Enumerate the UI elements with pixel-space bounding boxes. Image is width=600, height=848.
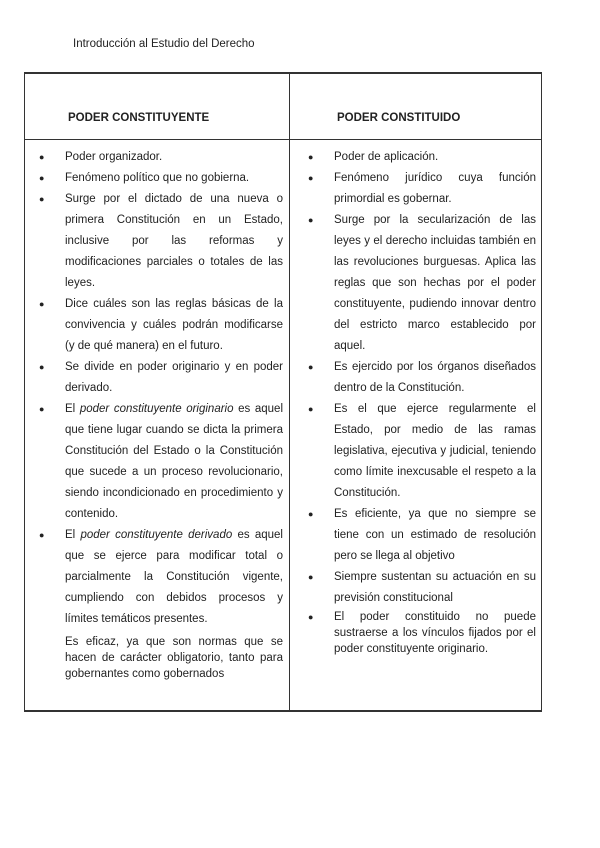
list-item: ● El poder constituyente originario es aquel que tiene lugar cuando se dicta la primera Constitución del Estado o la Constitución que sucede a un proceso revolucionario, siendo incondicionado en procedimiento y contenido. [39, 399, 283, 525]
list-item: ● Dice cuáles son las reglas básicas de la convivencia y cuáles podrán modificarse (y de qué manera) en el futuro. [39, 294, 283, 357]
list-item: ● Es eficiente, ya que no siempre se tiene con un estimado de resolución pero se llega al objetivo [308, 504, 536, 567]
list-item: ● Poder organizador. [39, 147, 283, 168]
left-bullet-list [39, 147, 283, 630]
closing-paragraph: Es eficaz, ya que son normas que se hacen de carácter obligatorio, tanto para gobernantes como gobernados [65, 636, 283, 680]
list-item: ● Es ejercido por los órganos diseñados dentro de la Constitución. [308, 357, 536, 399]
bullet-icon: ● [39, 530, 45, 540]
list-item: ● El poder constituido no puede sustraerse a los vínculos fijados por el poder constituyente originario. [308, 611, 536, 655]
comparison-table [24, 72, 542, 712]
bullet-icon: ● [39, 299, 45, 309]
list-item: ● Se divide en poder originario y en poder derivado. [39, 357, 283, 399]
right-column [308, 147, 536, 657]
bullet-icon: ● [308, 612, 314, 622]
bullet-icon: ● [308, 215, 314, 225]
right-bullet-list [308, 147, 536, 657]
list-item: ● Es el que ejerce regularmente el Estado, por medio de las ramas legislativa, ejecutiva y judicial, teniendo como límite inexcusable el respeto a la Constitución. [308, 399, 536, 504]
list-item: ● Fenómeno político que no gobierna. [39, 168, 283, 189]
bullet-icon: ● [308, 173, 314, 183]
left-column [39, 147, 283, 682]
bullet-icon: ● [39, 173, 45, 183]
list-item: ● El poder constituyente derivado es aquel que se ejerce para modificar total o parcialmente la Constitución vigente, cumpliendo con debidos procesos y límites temáticos presentes. [39, 525, 283, 630]
left-column-title: PODER CONSTITUYENTE [68, 112, 210, 124]
bullet-icon: ● [39, 362, 45, 372]
column-divider [289, 74, 290, 710]
list-item: ● Siempre sustentan su actuación en su previsión constitucional [308, 567, 536, 609]
list-item: ● Surge por la secularización de las leyes y el derecho incluidas también en las revoluciones burguesas. Aplica las reglas que son hechas por el poder constituyente, pudiendo innovar dentro del estricto marco establecido por aquel. [308, 210, 536, 357]
list-item: ● Fenómeno jurídico cuya función primordial es gobernar. [308, 168, 536, 210]
list-item: ● Poder de aplicación. [308, 147, 536, 168]
right-column-title: PODER CONSTITUIDO [337, 112, 461, 124]
bullet-icon: ● [308, 404, 314, 414]
bullet-icon: ● [308, 572, 314, 582]
bullet-icon: ● [39, 152, 45, 162]
page-header: Introducción al Estudio del Derecho [73, 38, 255, 50]
bullet-icon: ● [308, 362, 314, 372]
header-separator [25, 139, 541, 140]
bullet-icon: ● [39, 194, 45, 204]
bullet-icon: ● [39, 404, 45, 414]
list-item: ● Surge por el dictado de una nueva o primera Constitución en un Estado, inclusive por las reformas y modificaciones parciales o totales de las leyes. [39, 189, 283, 294]
bullet-icon: ● [308, 509, 314, 519]
bullet-icon: ● [308, 152, 314, 162]
